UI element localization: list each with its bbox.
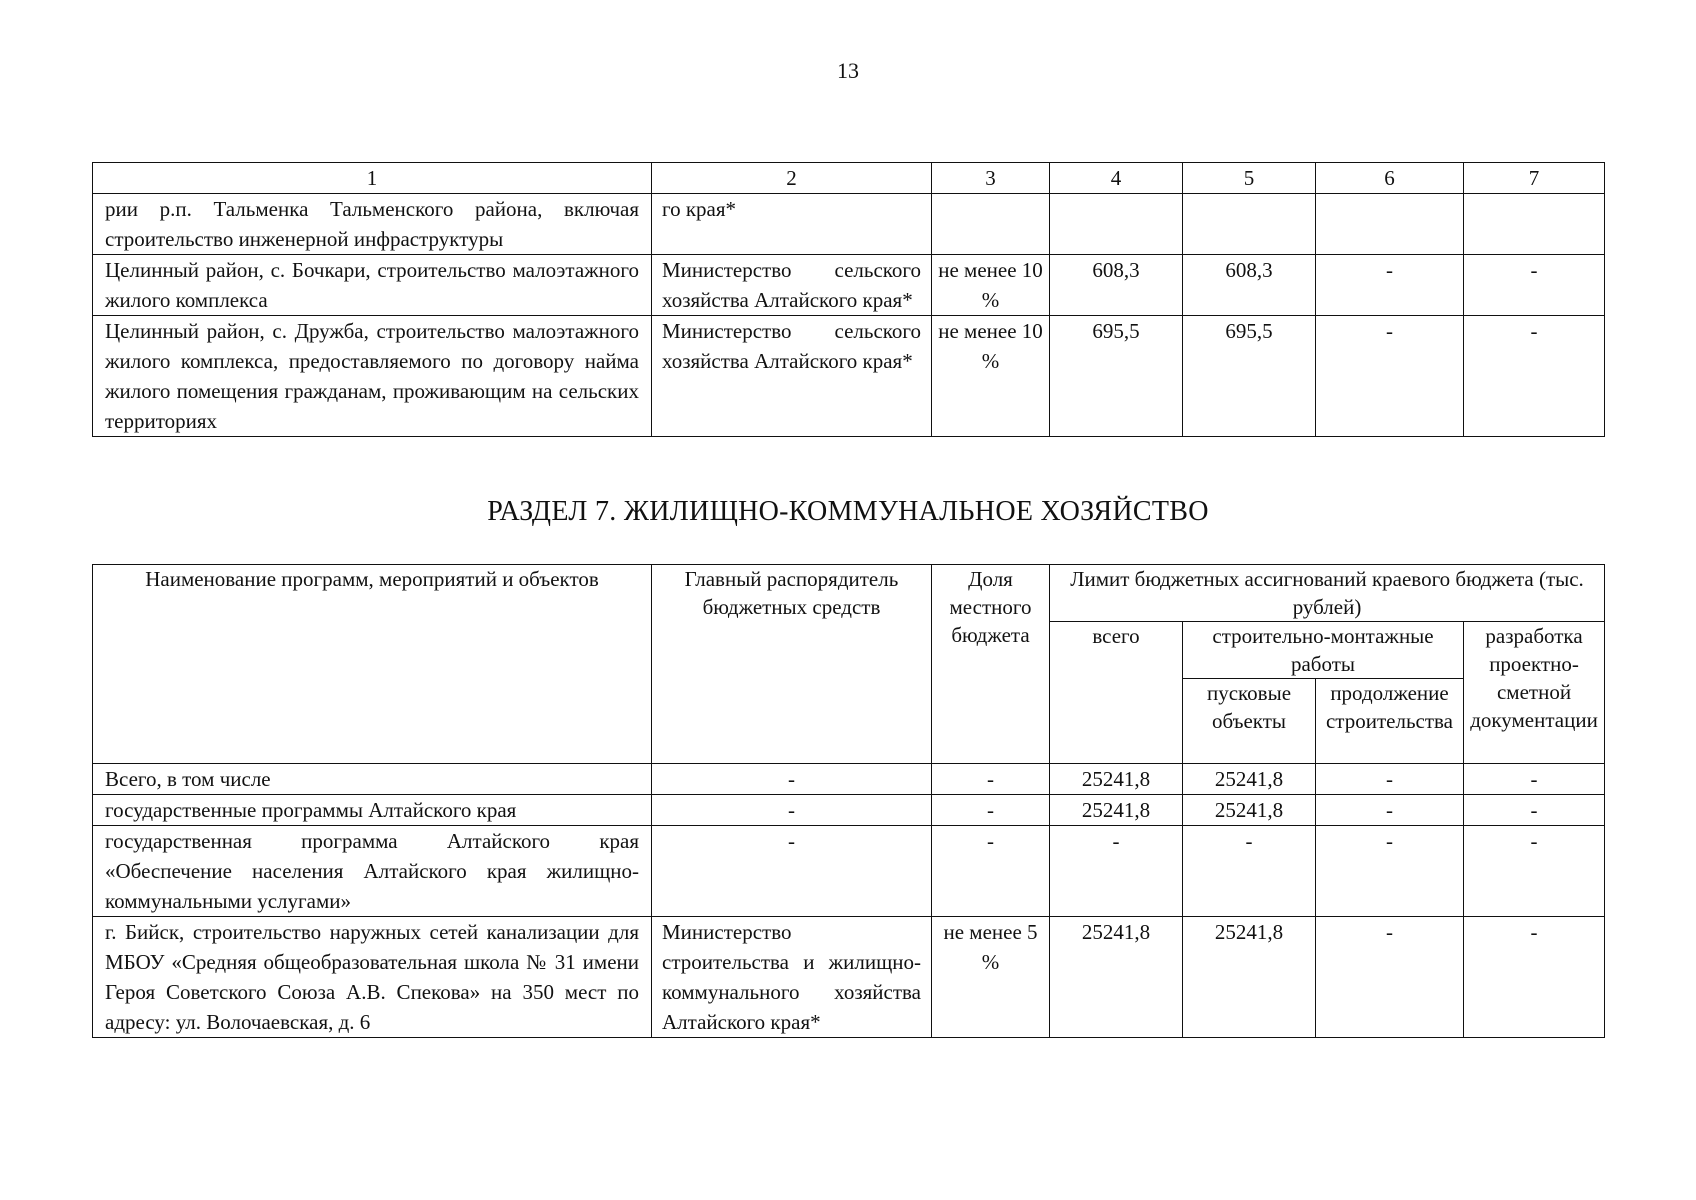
object-name: Всего, в том числе — [93, 764, 652, 795]
column-number: 1 — [93, 163, 652, 194]
column-number: 3 — [932, 163, 1050, 194]
launch-objects-value: 25241,8 — [1183, 917, 1316, 1038]
header-row — [93, 565, 1605, 622]
budget-administrator: - — [652, 795, 932, 826]
local-budget-share — [932, 194, 1050, 255]
section-title: РАЗДЕЛ 7. ЖИЛИЩНО-КОММУНАЛЬНОЕ ХОЗЯЙСТВО — [487, 496, 1209, 527]
total-value: 25241,8 — [1050, 764, 1183, 795]
launch-objects-value: 695,5 — [1183, 316, 1316, 437]
column-number: 5 — [1183, 163, 1316, 194]
header-design: разработка проектно-сметной документации — [1464, 622, 1605, 764]
header-name: Наименование программ, мероприятий и объектов — [93, 565, 652, 764]
total-value: - — [1050, 826, 1183, 917]
continued-construction-value: - — [1316, 764, 1464, 795]
total-value: 25241,8 — [1050, 917, 1183, 1038]
column-number: 6 — [1316, 163, 1464, 194]
launch-objects-value: - — [1183, 826, 1316, 917]
object-name: Целинный район, с. Бочкари, строительство малоэтажного жилого комплекса — [93, 255, 652, 316]
design-documentation-value: - — [1464, 316, 1605, 437]
total-value — [1050, 194, 1183, 255]
continued-construction-value: - — [1316, 826, 1464, 917]
table-row — [93, 194, 1605, 255]
table-row — [93, 795, 1605, 826]
design-documentation-value: - — [1464, 917, 1605, 1038]
header-construction: строительно-монтажные работы — [1183, 622, 1464, 679]
column-number: 4 — [1050, 163, 1183, 194]
design-documentation-value: - — [1464, 255, 1605, 316]
launch-objects-value — [1183, 194, 1316, 255]
local-budget-share: - — [932, 826, 1050, 917]
total-value: 608,3 — [1050, 255, 1183, 316]
design-documentation-value — [1464, 194, 1605, 255]
header-continue: продолжение строительства — [1316, 679, 1464, 764]
continued-construction-value: - — [1316, 795, 1464, 826]
object-name: Целинный район, с. Дружба, строительство малоэтажного жилого комплекса, предоставляемого по договору найма жилого помещения гражданам, проживающим на сельских территориях — [93, 316, 652, 437]
continued-construction-value — [1316, 194, 1464, 255]
object-name: государственные программы Алтайского края — [93, 795, 652, 826]
continued-construction-value: - — [1316, 917, 1464, 1038]
design-documentation-value: - — [1464, 795, 1605, 826]
header-local-share: Доля местного бюджета — [932, 565, 1050, 764]
local-budget-share: - — [932, 764, 1050, 795]
header-budget-limit: Лимит бюджетных ассигнований краевого бюджета (тыс. рублей) — [1050, 565, 1605, 622]
budget-administrator: Министерство сельского хозяйства Алтайского края* — [652, 255, 932, 316]
budget-administrator: го края* — [652, 194, 932, 255]
table-row — [93, 255, 1605, 316]
launch-objects-value: 25241,8 — [1183, 764, 1316, 795]
page-number: 13 — [837, 58, 859, 83]
table-row — [93, 316, 1605, 437]
budget-administrator: Министерство сельского хозяйства Алтайского края* — [652, 316, 932, 437]
table-row — [93, 826, 1605, 917]
local-budget-share: - — [932, 795, 1050, 826]
continued-construction-value: - — [1316, 255, 1464, 316]
launch-objects-value: 25241,8 — [1183, 795, 1316, 826]
object-name: г. Бийск, строительство наружных сетей канализации для МБОУ «Средняя общеобразовательная школа № 31 имени Героя Советского Союза А.В. Спекова» на 350 мест по адресу: ул. Волочаевская, д. 6 — [93, 917, 652, 1038]
header-total: всего — [1050, 622, 1183, 764]
total-value: 695,5 — [1050, 316, 1183, 437]
continued-table — [92, 162, 1605, 437]
header-launch: пусковые объекты — [1183, 679, 1316, 764]
section-table — [92, 564, 1605, 1038]
local-budget-share: не менее 5 % — [932, 917, 1050, 1038]
column-number: 2 — [652, 163, 932, 194]
object-name: государственная программа Алтайского края «Обеспечение населения Алтайского края жилищно-коммунальными услугами» — [93, 826, 652, 917]
object-name: рии р.п. Тальменка Тальменского района, включая строительство инженерной инфраструктуры — [93, 194, 652, 255]
column-number-row — [93, 163, 1605, 194]
table-row — [93, 917, 1605, 1038]
budget-administrator: - — [652, 826, 932, 917]
local-budget-share: не менее 10 % — [932, 255, 1050, 316]
continued-construction-value: - — [1316, 316, 1464, 437]
budget-administrator: - — [652, 764, 932, 795]
local-budget-share: не менее 10 % — [932, 316, 1050, 437]
header-administrator: Главный распорядитель бюджетных средств — [652, 565, 932, 764]
design-documentation-value: - — [1464, 764, 1605, 795]
launch-objects-value: 608,3 — [1183, 255, 1316, 316]
budget-administrator: Министерство строительства и жилищно-коммунального хозяйства Алтайского края* — [652, 917, 932, 1038]
column-number: 7 — [1464, 163, 1605, 194]
total-value: 25241,8 — [1050, 795, 1183, 826]
design-documentation-value: - — [1464, 826, 1605, 917]
table-row — [93, 764, 1605, 795]
